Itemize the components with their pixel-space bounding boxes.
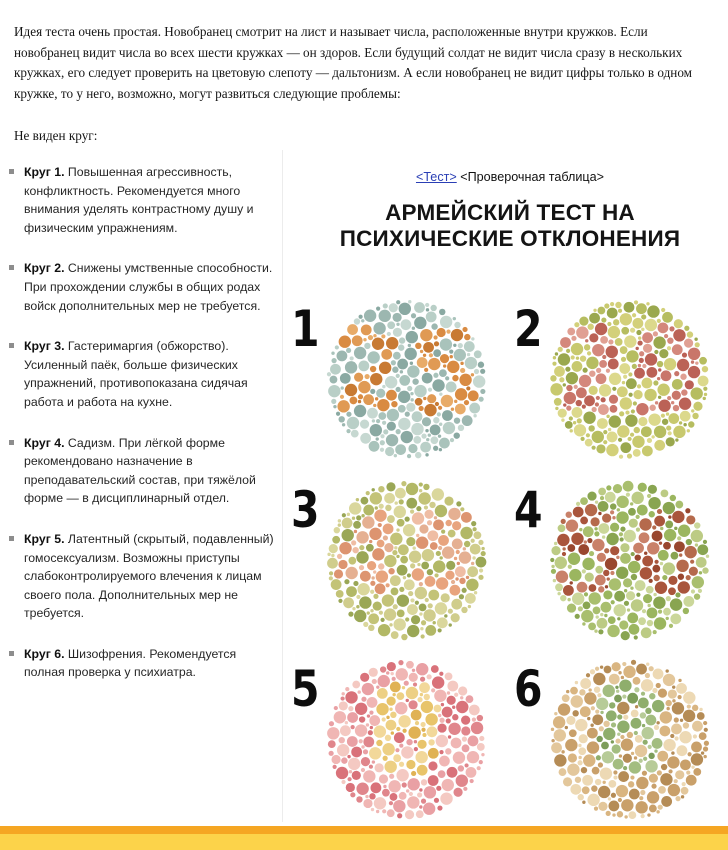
intro-paragraph: Идея теста очень простая. Новобранец смотрит на лист и называет числа, расположенные внутри кружков. Если новобранец видит числа во всех шести кружках — он здоров. Если будущий солдат не видит числа сразу в нескольких кружках, его следует проверить на цветовую слепоту — дальтонизм. А если новобранец не видит цифры только в одном кружке, то у него, возможно, могут развиться следующие проблемы: — [14, 24, 693, 101]
page-title-line-1: АРМЕЙСКИЙ ТЕСТ НА — [385, 200, 635, 225]
ishihara-plate-2[interactable] — [506, 292, 728, 470]
square-bullet-icon — [9, 169, 14, 174]
list-item-text: Гастеримаргия (обжорство). Усиленный паёк, больше физических упражнений, противопоказана сидячая работа и работа на кухне. — [24, 339, 248, 409]
plate-number-label: 5 — [291, 660, 320, 718]
plate-number-label: 4 — [514, 481, 543, 539]
plate-number-label: 1 — [291, 300, 320, 358]
ishihara-plate-3[interactable] — [283, 473, 505, 651]
square-bullet-icon — [9, 536, 14, 541]
plate-dot-disc[interactable] — [548, 298, 711, 461]
list-item — [6, 163, 278, 237]
list-item — [6, 259, 278, 315]
square-bullet-icon — [9, 265, 14, 270]
plate-dot-disc[interactable] — [325, 298, 488, 461]
list-item — [6, 434, 278, 508]
square-bullet-icon — [9, 343, 14, 348]
plate-number-label: 3 — [291, 481, 320, 539]
square-bullet-icon — [9, 440, 14, 445]
test-link-row — [300, 168, 720, 186]
intro-subheading: Не виден круг: — [14, 128, 98, 143]
list-item — [6, 530, 278, 623]
plate-header — [300, 168, 720, 252]
ishihara-plate-6[interactable] — [506, 652, 728, 830]
test-link[interactable]: <Тест> — [415, 170, 457, 184]
page-title — [300, 200, 720, 252]
plate-dot-disc[interactable] — [325, 479, 488, 642]
footer-accent-bar-top — [0, 826, 728, 834]
list-item-text: Садизм. При лёгкой форме рекомендовано назначение в преподавательский состав, при тяжёлой форме — в дисциплинарный отдел. — [24, 435, 256, 506]
list-item-lead: Круг 4. — [24, 435, 65, 450]
square-bullet-icon — [9, 651, 14, 656]
ishihara-plate-grid — [283, 292, 728, 837]
ishihara-plate-4[interactable] — [506, 473, 728, 651]
list-item-lead: Круг 3. — [24, 339, 65, 354]
list-item-lead: Круг 6. — [24, 646, 65, 661]
footer-accent-bar-bottom — [0, 834, 728, 850]
list-item-text: Шизофрения. Рекомендуется полная проверка у психиатра. — [24, 646, 237, 680]
list-item-lead: Круг 5. — [24, 531, 65, 546]
list-item — [6, 645, 278, 682]
circle-meaning-list — [6, 163, 278, 704]
ishihara-plate-1[interactable] — [283, 292, 505, 470]
list-item-text: Снижены умственные способности. При прохождении службы в общих родах войск дополнительных мер не требуется. — [24, 261, 273, 313]
list-item-text: Повышенная агрессивность, конфликтность. Рекомендуется много внимания уделять контрастному душу и физическим упражнениям. — [24, 165, 254, 235]
list-item — [6, 337, 278, 411]
ishihara-plate-5[interactable] — [283, 652, 505, 830]
list-item-lead: Круг 2. — [24, 261, 65, 276]
plate-number-label: 2 — [514, 300, 543, 358]
chart-caption: <Проверочная таблица> — [456, 170, 605, 184]
plate-dot-disc[interactable] — [325, 658, 488, 821]
plate-dot-disc[interactable] — [548, 479, 711, 642]
list-item-lead: Круг 1. — [24, 165, 65, 179]
plate-dot-disc[interactable] — [548, 658, 711, 821]
page-title-line-2: ПСИХИЧЕСКИЕ ОТКЛОНЕНИЯ — [339, 226, 681, 251]
list-item-text: Латентный (скрытый, подавленный) гомосексуализм. Возможны приступы слабоконтролируемого влечения к лицам своего пола. Дополнительных мер не требуется. — [24, 531, 274, 621]
plate-number-label: 6 — [514, 660, 543, 718]
